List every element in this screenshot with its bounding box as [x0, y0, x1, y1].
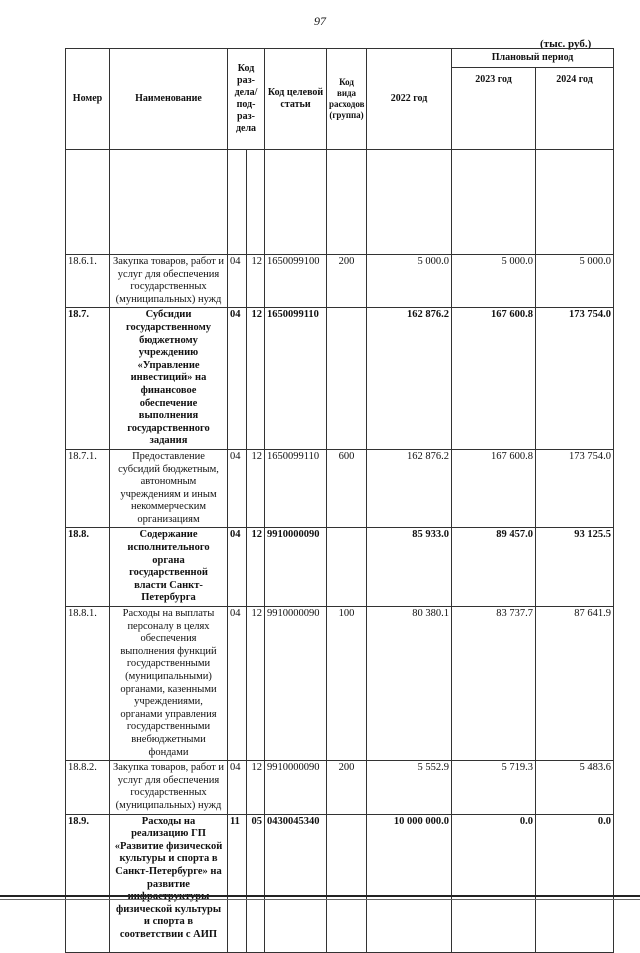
- row-number: 18.8.1.: [66, 607, 110, 761]
- header-2022: 2022 год: [367, 49, 452, 150]
- row-expense-type: 100: [327, 607, 367, 761]
- units-label: (тыс. руб.): [540, 38, 592, 50]
- row-expense-type: [327, 814, 367, 952]
- row-2024: 93 125.5: [536, 528, 614, 607]
- header-target: Код целевой статьи: [265, 49, 327, 150]
- page-number: 97: [314, 14, 326, 28]
- row-2022: 10 000 000.0: [367, 814, 452, 952]
- table-row: [66, 761, 614, 814]
- row-name: Расходы на выплаты персоналу в целях обеспечения выполнения функций государственными (муниципальными) органами, казенными учреждениями, органами управления государственными внебюджетными фондами: [110, 607, 228, 761]
- row-target: 1650099100: [265, 255, 327, 308]
- header-planned: Плановый период: [452, 49, 614, 68]
- row-section: 04: [228, 308, 247, 450]
- header-section: Код раз-дела/ под-раз-дела: [228, 49, 265, 150]
- row-target: 0430045340: [265, 814, 327, 952]
- row-expense-type: [327, 528, 367, 607]
- header-expense-type: Код вида расходов (группа): [327, 49, 367, 150]
- row-name: Содержание исполнительного органа государственной власти Санкт-Петербурга: [110, 528, 228, 607]
- row-2024: 0.0: [536, 814, 614, 952]
- row-name: Предоставление субсидий бюджетным, автономным учреждениям и иным некоммерческим организациям: [110, 449, 228, 528]
- row-number: 18.8.2.: [66, 761, 110, 814]
- row-2024: 173 754.0: [536, 449, 614, 528]
- spacer-row: [66, 150, 614, 255]
- row-section: 04: [228, 449, 247, 528]
- budget-table: [65, 48, 614, 953]
- header-number: Номер: [66, 49, 110, 150]
- row-section: 04: [228, 761, 247, 814]
- row-target: 9910000090: [265, 607, 327, 761]
- row-2024: 5 483.6: [536, 761, 614, 814]
- table-row: [66, 308, 614, 450]
- row-number: 18.9.: [66, 814, 110, 952]
- row-2024: 173 754.0: [536, 308, 614, 450]
- row-name: Расходы на реализацию ГП «Развитие физической культуры и спорта в Санкт-Петербурге» на развитие физической культуры и спорта в соответствии с АИП: [110, 814, 228, 952]
- row-section: 04: [228, 255, 247, 308]
- row-2023: 167 600.8: [452, 449, 536, 528]
- row-target: 1650099110: [265, 449, 327, 528]
- row-number: 18.7.: [66, 308, 110, 450]
- footer-rule-thin: [0, 899, 640, 900]
- row-2022: 5 552.9: [367, 761, 452, 814]
- row-2023: 0.0: [452, 814, 536, 952]
- table-row: [66, 814, 614, 952]
- row-section: 11: [228, 814, 247, 952]
- row-2022: 162 876.2: [367, 449, 452, 528]
- row-name: Закупка товаров, работ и услуг для обеспечения государственных (муниципальных) нужд: [110, 255, 228, 308]
- row-number: 18.6.1.: [66, 255, 110, 308]
- row-name: Субсидии государственному бюджетному учреждению «Управление инвестиций» на финансовое обеспечение выполнения государственного задания: [110, 308, 228, 450]
- row-subsection: 12: [247, 528, 265, 607]
- row-section: 04: [228, 528, 247, 607]
- row-target: 1650099110: [265, 308, 327, 450]
- row-2023: 5 000.0: [452, 255, 536, 308]
- row-2022: 5 000.0: [367, 255, 452, 308]
- row-subsection: 12: [247, 255, 265, 308]
- row-2023: 5 719.3: [452, 761, 536, 814]
- row-expense-type: 600: [327, 449, 367, 528]
- table-row: [66, 449, 614, 528]
- header-2024: 2024 год: [536, 68, 614, 150]
- row-expense-type: 200: [327, 255, 367, 308]
- row-subsection: 12: [247, 449, 265, 528]
- row-subsection: 12: [247, 761, 265, 814]
- header-row-1: [66, 49, 614, 68]
- row-name: Закупка товаров, работ и услуг для обеспечения государственных (муниципальных) нужд: [110, 761, 228, 814]
- row-2024: 87 641.9: [536, 607, 614, 761]
- header-name: Наименование: [110, 49, 228, 150]
- row-2022: 80 380.1: [367, 607, 452, 761]
- row-2024: 5 000.0: [536, 255, 614, 308]
- row-2023: 89 457.0: [452, 528, 536, 607]
- row-subsection: 12: [247, 607, 265, 761]
- footer-rule: [0, 895, 640, 897]
- row-number: 18.8.: [66, 528, 110, 607]
- row-2023: 83 737.7: [452, 607, 536, 761]
- row-expense-type: 200: [327, 761, 367, 814]
- table-row: [66, 528, 614, 607]
- row-subsection: 05: [247, 814, 265, 952]
- row-2022: 162 876.2: [367, 308, 452, 450]
- row-2023: 167 600.8: [452, 308, 536, 450]
- row-target: 9910000090: [265, 528, 327, 607]
- row-section: 04: [228, 607, 247, 761]
- row-expense-type: [327, 308, 367, 450]
- header-2023: 2023 год: [452, 68, 536, 150]
- row-target: 9910000090: [265, 761, 327, 814]
- row-subsection: 12: [247, 308, 265, 450]
- table-row: [66, 607, 614, 761]
- row-2022: 85 933.0: [367, 528, 452, 607]
- table-row: [66, 255, 614, 308]
- row-number: 18.7.1.: [66, 449, 110, 528]
